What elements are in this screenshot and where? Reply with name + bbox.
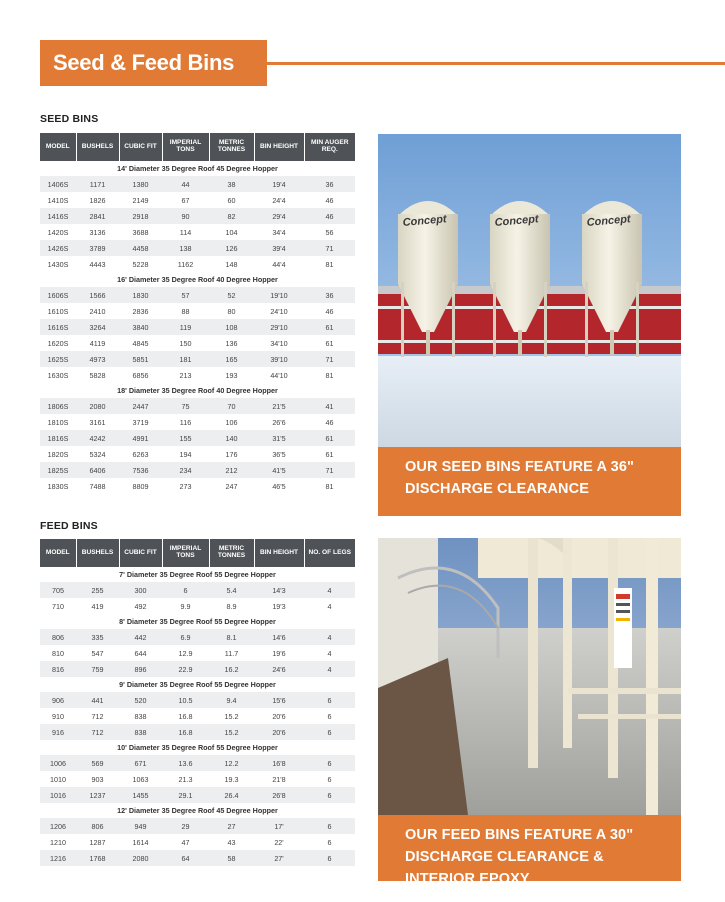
bin-logo-text: Concept (586, 213, 632, 229)
table-cell: 80 (209, 303, 254, 319)
table-cell: 46 (304, 208, 355, 224)
table-row (40, 850, 355, 866)
table-cell: 14'3 (254, 582, 304, 598)
feed-bins-caption: OUR FEED BINS FEATURE A 30" DISCHARGE CLEARANCE & INTERIOR EPOXY (378, 815, 681, 881)
table-cell: 39'4 (254, 240, 304, 256)
table-cell: 61 (304, 319, 355, 335)
table-cell: 71 (304, 351, 355, 367)
table-cell: 22' (254, 834, 304, 850)
table-cell: 3840 (119, 319, 162, 335)
table-cell: 1825S (40, 462, 76, 478)
table-cell: 1806S (40, 398, 76, 414)
table-cell: 3789 (76, 240, 119, 256)
column-header: NO. OF LEGS (304, 539, 355, 567)
table-cell: 12.9 (162, 645, 209, 661)
table-cell: 644 (119, 645, 162, 661)
table-cell: 5228 (119, 256, 162, 272)
table-cell: 4 (304, 582, 355, 598)
table-cell: 1830 (119, 287, 162, 303)
table-row (40, 787, 355, 803)
table-cell: 6 (304, 755, 355, 771)
table-cell: 116 (162, 414, 209, 430)
table-cell: 4 (304, 598, 355, 614)
table-row (40, 176, 355, 192)
table-cell: 1210 (40, 834, 76, 850)
table-cell: 36'5 (254, 446, 304, 462)
group-title: 16' Diameter 35 Degree Roof 40 Degree Hopper (40, 272, 355, 287)
seed-bins-label: SEED BINS (40, 113, 99, 125)
table-cell: 82 (209, 208, 254, 224)
table-cell: 58 (209, 850, 254, 866)
feed-bins-table (40, 539, 355, 866)
group-title: 9' Diameter 35 Degree Roof 55 Degree Hopper (40, 677, 355, 692)
table-cell: 906 (40, 692, 76, 708)
table-cell: 71 (304, 240, 355, 256)
table-cell: 810 (40, 645, 76, 661)
table-cell: 4119 (76, 335, 119, 351)
feed-bins-label: FEED BINS (40, 520, 98, 532)
table-cell: 16'8 (254, 755, 304, 771)
table-row (40, 629, 355, 645)
table-cell: 8.1 (209, 629, 254, 645)
column-header: BUSHELS (76, 539, 119, 567)
table-cell: 29.1 (162, 787, 209, 803)
table-row (40, 708, 355, 724)
table-row (40, 398, 355, 414)
table-cell: 15.2 (209, 708, 254, 724)
table-cell: 44 (162, 176, 209, 192)
table-cell: 46 (304, 192, 355, 208)
table-cell: 1380 (119, 176, 162, 192)
table-cell: 300 (119, 582, 162, 598)
seed-bins-caption: OUR SEED BINS FEATURE A 36" DISCHARGE CLEARANCE (378, 447, 681, 516)
table-cell: 6 (304, 787, 355, 803)
table-cell: 1010 (40, 771, 76, 787)
table-cell: 19'6 (254, 645, 304, 661)
group-header-row (40, 803, 355, 818)
column-header: CUBIC FIT (119, 539, 162, 567)
table-cell: 806 (40, 629, 76, 645)
table-cell: 6 (304, 818, 355, 834)
table-row (40, 661, 355, 677)
table-row (40, 755, 355, 771)
table-cell: 29'4 (254, 208, 304, 224)
table-cell: 705 (40, 582, 76, 598)
table-cell: 816 (40, 661, 76, 677)
table-cell: 41 (304, 398, 355, 414)
table-cell: 44'4 (254, 256, 304, 272)
table-cell: 8809 (119, 478, 162, 494)
table-cell: 56 (304, 224, 355, 240)
page-title: Seed & Feed Bins (40, 40, 267, 86)
table-cell: 21'8 (254, 771, 304, 787)
table-cell: 4242 (76, 430, 119, 446)
table-cell: 2080 (76, 398, 119, 414)
table-cell: 148 (209, 256, 254, 272)
table-cell: 19'10 (254, 287, 304, 303)
table-cell: 1430S (40, 256, 76, 272)
table-cell: 9.9 (162, 598, 209, 614)
table-cell: 60 (209, 192, 254, 208)
table-cell: 3136 (76, 224, 119, 240)
table-cell: 38 (209, 176, 254, 192)
table-cell: 1162 (162, 256, 209, 272)
table-cell: 17' (254, 818, 304, 834)
table-cell: 29'10 (254, 319, 304, 335)
table-row (40, 319, 355, 335)
table-row (40, 834, 355, 850)
table-cell: 234 (162, 462, 209, 478)
table-cell: 4443 (76, 256, 119, 272)
table-cell: 4 (304, 629, 355, 645)
table-cell: 6 (304, 834, 355, 850)
table-cell: 46 (304, 303, 355, 319)
column-header: IMPERIAL TONS (162, 133, 209, 161)
table-cell: 3264 (76, 319, 119, 335)
table-cell: 1416S (40, 208, 76, 224)
table-cell: 1566 (76, 287, 119, 303)
table-cell: 806 (76, 818, 119, 834)
table-cell: 4 (304, 645, 355, 661)
table-cell: 6.9 (162, 629, 209, 645)
table-cell: 5851 (119, 351, 162, 367)
table-cell: 419 (76, 598, 119, 614)
table-cell: 1410S (40, 192, 76, 208)
table-row (40, 462, 355, 478)
table-row (40, 598, 355, 614)
table-cell: 64 (162, 850, 209, 866)
table-cell: 1420S (40, 224, 76, 240)
table-cell: 36 (304, 287, 355, 303)
table-cell: 569 (76, 755, 119, 771)
table-cell: 4845 (119, 335, 162, 351)
table-cell: 547 (76, 645, 119, 661)
table-cell: 41'5 (254, 462, 304, 478)
table-cell: 1426S (40, 240, 76, 256)
table-row (40, 414, 355, 430)
seed-bins-photo (378, 134, 681, 447)
table-cell: 7488 (76, 478, 119, 494)
table-cell: 34'4 (254, 224, 304, 240)
table-cell: 16.8 (162, 708, 209, 724)
column-header: CUBIC FIT (119, 133, 162, 161)
bin-logo-text: Concept (494, 213, 540, 229)
column-header: MODEL (40, 539, 76, 567)
table-cell: 492 (119, 598, 162, 614)
table-cell: 165 (209, 351, 254, 367)
table-row (40, 208, 355, 224)
table-cell: 4458 (119, 240, 162, 256)
column-header: BUSHELS (76, 133, 119, 161)
table-cell: 6406 (76, 462, 119, 478)
table-cell: 181 (162, 351, 209, 367)
table-cell: 44'10 (254, 367, 304, 383)
table-cell: 1171 (76, 176, 119, 192)
table-cell: 24'10 (254, 303, 304, 319)
table-cell: 136 (209, 335, 254, 351)
bin-logo-text: Concept (402, 213, 448, 229)
table-cell: 6856 (119, 367, 162, 383)
table-cell: 6 (304, 771, 355, 787)
table-cell: 1237 (76, 787, 119, 803)
table-cell: 13.6 (162, 755, 209, 771)
table-cell: 104 (209, 224, 254, 240)
table-cell: 19'3 (254, 598, 304, 614)
table-cell: 88 (162, 303, 209, 319)
table-cell: 57 (162, 287, 209, 303)
table-row (40, 367, 355, 383)
seed-bins-table (40, 133, 355, 494)
table-row (40, 724, 355, 740)
table-row (40, 478, 355, 494)
table-cell: 61 (304, 335, 355, 351)
table-cell: 442 (119, 629, 162, 645)
table-row (40, 771, 355, 787)
title-rule (267, 62, 725, 65)
table-cell: 6 (304, 724, 355, 740)
table-cell: 903 (76, 771, 119, 787)
table-cell: 106 (209, 414, 254, 430)
table-cell: 31'5 (254, 430, 304, 446)
table-row (40, 645, 355, 661)
column-header: IMPERIAL TONS (162, 539, 209, 567)
table-cell: 155 (162, 430, 209, 446)
group-header-row (40, 740, 355, 755)
table-cell: 21.3 (162, 771, 209, 787)
table-cell: 273 (162, 478, 209, 494)
table-row (40, 692, 355, 708)
table-cell: 24'6 (254, 661, 304, 677)
table-cell: 1206 (40, 818, 76, 834)
table-cell: 16.8 (162, 724, 209, 740)
table-cell: 81 (304, 256, 355, 272)
table-cell: 75 (162, 398, 209, 414)
column-header: METRIC TONNES (209, 539, 254, 567)
table-row (40, 582, 355, 598)
table-cell: 1816S (40, 430, 76, 446)
table-cell: 838 (119, 708, 162, 724)
table-cell: 90 (162, 208, 209, 224)
table-cell: 441 (76, 692, 119, 708)
table-cell: 5.4 (209, 582, 254, 598)
table-row (40, 287, 355, 303)
table-cell: 1625S (40, 351, 76, 367)
table-cell: 1406S (40, 176, 76, 192)
table-cell: 247 (209, 478, 254, 494)
table-cell: 61 (304, 446, 355, 462)
table-cell: 6263 (119, 446, 162, 462)
table-cell: 16.2 (209, 661, 254, 677)
table-cell: 6 (162, 582, 209, 598)
table-cell: 910 (40, 708, 76, 724)
table-cell: 119 (162, 319, 209, 335)
table-cell: 520 (119, 692, 162, 708)
column-header: MODEL (40, 133, 76, 161)
table-cell: 1063 (119, 771, 162, 787)
group-header-row (40, 614, 355, 629)
table-cell: 26'8 (254, 787, 304, 803)
table-cell: 335 (76, 629, 119, 645)
table-cell: 6 (304, 850, 355, 866)
table-row (40, 240, 355, 256)
table-cell: 2149 (119, 192, 162, 208)
table-cell: 36 (304, 176, 355, 192)
table-cell: 9.4 (209, 692, 254, 708)
table-cell: 1620S (40, 335, 76, 351)
table-cell: 1287 (76, 834, 119, 850)
table-cell: 712 (76, 708, 119, 724)
table-cell: 52 (209, 287, 254, 303)
table-cell: 27' (254, 850, 304, 866)
table-cell: 1614 (119, 834, 162, 850)
table-cell: 46'5 (254, 478, 304, 494)
table-cell: 70 (209, 398, 254, 414)
table-cell: 67 (162, 192, 209, 208)
table-cell: 3719 (119, 414, 162, 430)
table-cell: 27 (209, 818, 254, 834)
table-cell: 81 (304, 367, 355, 383)
table-cell: 8.9 (209, 598, 254, 614)
table-cell: 15.2 (209, 724, 254, 740)
table-cell: 255 (76, 582, 119, 598)
group-title: 10' Diameter 35 Degree Roof 55 Degree Hopper (40, 740, 355, 755)
group-header-row (40, 383, 355, 398)
table-cell: 6 (304, 708, 355, 724)
column-header: MIN AUGER REQ. (304, 133, 355, 161)
table-cell: 2918 (119, 208, 162, 224)
table-cell: 1610S (40, 303, 76, 319)
table-cell: 20'6 (254, 724, 304, 740)
table-cell: 26'6 (254, 414, 304, 430)
column-header: METRIC TONNES (209, 133, 254, 161)
group-title: 12' Diameter 35 Degree Roof 45 Degree Hopper (40, 803, 355, 818)
table-cell: 213 (162, 367, 209, 383)
table-cell: 4973 (76, 351, 119, 367)
table-cell: 114 (162, 224, 209, 240)
table-cell: 916 (40, 724, 76, 740)
table-cell: 6 (304, 692, 355, 708)
table-cell: 11.7 (209, 645, 254, 661)
table-cell: 71 (304, 462, 355, 478)
table-cell: 3161 (76, 414, 119, 430)
table-cell: 1006 (40, 755, 76, 771)
table-cell: 140 (209, 430, 254, 446)
table-cell: 29 (162, 818, 209, 834)
table-cell: 24'4 (254, 192, 304, 208)
table-cell: 2836 (119, 303, 162, 319)
table-cell: 21'5 (254, 398, 304, 414)
column-header: BIN HEIGHT (254, 133, 304, 161)
table-cell: 671 (119, 755, 162, 771)
table-cell: 34'10 (254, 335, 304, 351)
table-cell: 1810S (40, 414, 76, 430)
table-cell: 710 (40, 598, 76, 614)
table-cell: 1826 (76, 192, 119, 208)
group-header-row (40, 677, 355, 692)
table-cell: 759 (76, 661, 119, 677)
table-cell: 2841 (76, 208, 119, 224)
table-cell: 150 (162, 335, 209, 351)
table-cell: 108 (209, 319, 254, 335)
table-cell: 712 (76, 724, 119, 740)
table-cell: 1768 (76, 850, 119, 866)
table-cell: 4991 (119, 430, 162, 446)
table-cell: 2080 (119, 850, 162, 866)
table-cell: 19'4 (254, 176, 304, 192)
column-header: BIN HEIGHT (254, 539, 304, 567)
table-cell: 4 (304, 661, 355, 677)
table-cell: 10.5 (162, 692, 209, 708)
table-row (40, 192, 355, 208)
table-cell: 12.2 (209, 755, 254, 771)
table-cell: 1016 (40, 787, 76, 803)
group-header-row (40, 272, 355, 287)
table-cell: 20'6 (254, 708, 304, 724)
table-cell: 949 (119, 818, 162, 834)
table-cell: 1630S (40, 367, 76, 383)
table-cell: 1455 (119, 787, 162, 803)
table-row (40, 335, 355, 351)
table-cell: 5828 (76, 367, 119, 383)
table-row (40, 818, 355, 834)
table-row (40, 430, 355, 446)
table-cell: 1820S (40, 446, 76, 462)
feed-bins-photo (378, 538, 681, 815)
table-cell: 26.4 (209, 787, 254, 803)
group-title: 18' Diameter 35 Degree Roof 40 Degree Hopper (40, 383, 355, 398)
table-cell: 46 (304, 414, 355, 430)
table-cell: 39'10 (254, 351, 304, 367)
table-cell: 838 (119, 724, 162, 740)
table-cell: 2410 (76, 303, 119, 319)
table-cell: 61 (304, 430, 355, 446)
table-cell: 1830S (40, 478, 76, 494)
table-cell: 1216 (40, 850, 76, 866)
table-row (40, 303, 355, 319)
table-cell: 193 (209, 367, 254, 383)
table-cell: 1606S (40, 287, 76, 303)
table-cell: 15'6 (254, 692, 304, 708)
table-cell: 2447 (119, 398, 162, 414)
table-cell: 126 (209, 240, 254, 256)
table-cell: 47 (162, 834, 209, 850)
table-row (40, 351, 355, 367)
group-header-row (40, 161, 355, 176)
group-title: 7' Diameter 35 Degree Roof 55 Degree Hopper (40, 567, 355, 582)
table-cell: 7536 (119, 462, 162, 478)
group-title: 14' Diameter 35 Degree Roof 45 Degree Hopper (40, 161, 355, 176)
table-cell: 81 (304, 478, 355, 494)
table-cell: 22.9 (162, 661, 209, 677)
group-title: 8' Diameter 35 Degree Roof 55 Degree Hopper (40, 614, 355, 629)
table-row (40, 224, 355, 240)
table-cell: 43 (209, 834, 254, 850)
group-header-row (40, 567, 355, 582)
table-cell: 176 (209, 446, 254, 462)
table-row (40, 446, 355, 462)
table-cell: 212 (209, 462, 254, 478)
table-cell: 19.3 (209, 771, 254, 787)
table-cell: 194 (162, 446, 209, 462)
table-cell: 896 (119, 661, 162, 677)
table-cell: 5324 (76, 446, 119, 462)
table-cell: 14'6 (254, 629, 304, 645)
table-row (40, 256, 355, 272)
table-cell: 138 (162, 240, 209, 256)
table-cell: 1616S (40, 319, 76, 335)
table-cell: 3688 (119, 224, 162, 240)
